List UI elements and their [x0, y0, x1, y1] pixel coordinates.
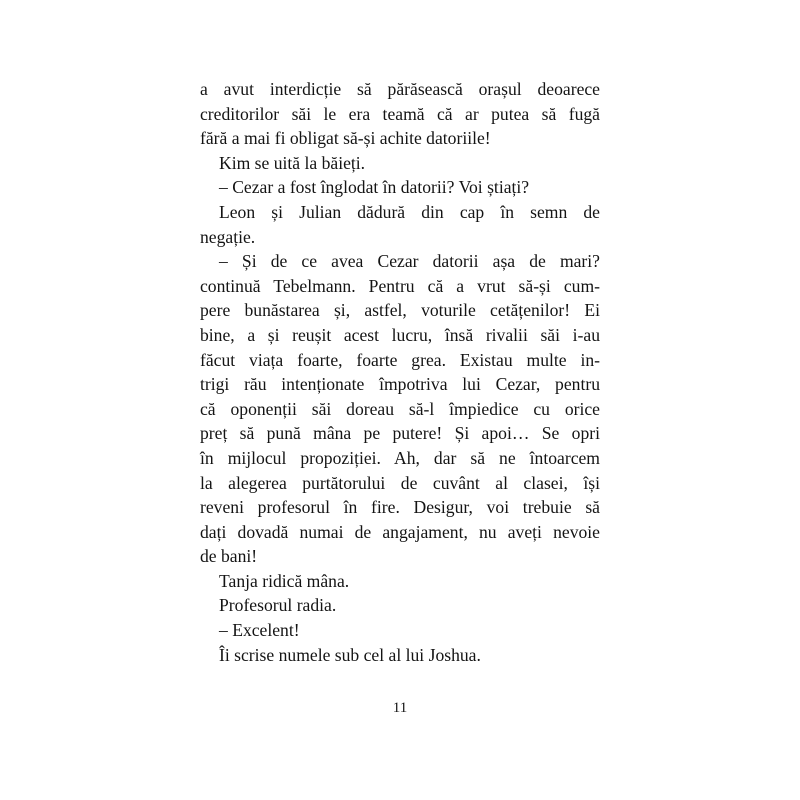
text-line: că oponenții săi doreau să-l împiedice cu orice: [200, 398, 600, 419]
text-line: în mijlocul propoziției. Ah, dar să ne întoarcem: [200, 447, 600, 468]
text-line: Tanja ridică mâna.: [219, 570, 350, 591]
body-text: [200, 77, 600, 667]
text-line: creditorilor săi le era teamă că ar putea să fugă: [200, 103, 600, 124]
text-line: la alegerea purtătorului de cuvânt al clasei, își: [200, 472, 600, 493]
page-number: 11: [392, 700, 408, 716]
text-line: – Și de ce avea Cezar datorii așa de mari?: [219, 251, 600, 272]
text-line: negație.: [200, 226, 256, 247]
text-line: continuă Tebelmann. Pentru că a vrut să-și cum-: [200, 275, 600, 296]
text-line: dați dovadă numai de angajament, nu aveți nevoie: [200, 521, 600, 542]
text-line: Profesorul radia.: [219, 595, 337, 616]
text-line: pere bunăstarea și, astfel, voturile cetățenilor! Ei: [200, 300, 600, 321]
text-line: trigi rău intenționate împotriva lui Cezar, pentru: [200, 374, 600, 395]
text-line: – Excelent!: [219, 620, 300, 641]
text-line: Îi scrise numele sub cel al lui Joshua.: [219, 644, 481, 665]
text-line: de bani!: [200, 546, 258, 567]
text-line: făcut viața foarte, foarte grea. Existau multe in-: [200, 349, 600, 370]
text-line: Kim se uită la băieți.: [219, 152, 366, 173]
text-line: fără a mai fi obligat să-și achite datoriile!: [200, 128, 491, 149]
text-line: Leon și Julian dădură din cap în semn de: [219, 201, 600, 222]
text-line: bine, a și reușit acest lucru, însă rivalii săi i-au: [200, 324, 600, 345]
text-line: preț să pună mâna pe putere! Și apoi… Se opri: [200, 423, 600, 444]
text-line: – Cezar a fost înglodat în datorii? Voi știați?: [219, 177, 530, 198]
text-line: a avut interdicție să părăsească orașul deoarece: [200, 79, 600, 99]
text-line: reveni profesorul în fire. Desigur, voi trebuie să: [200, 497, 600, 518]
